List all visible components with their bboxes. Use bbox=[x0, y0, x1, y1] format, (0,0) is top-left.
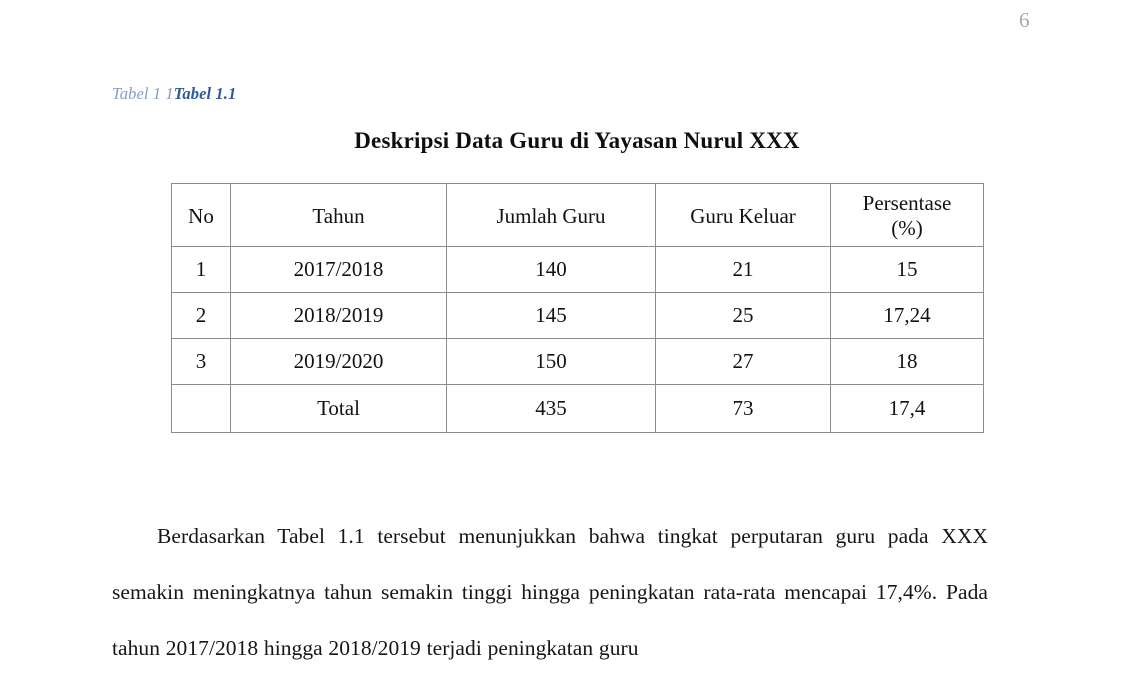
table-caption bbox=[112, 84, 236, 104]
cell-guru-keluar: 21 bbox=[656, 247, 831, 293]
column-header-persentase-line2: (%) bbox=[891, 216, 923, 240]
table-caption-label: Tabel 1.1 bbox=[173, 84, 237, 103]
page-number: 6 bbox=[1019, 8, 1030, 32]
cell-persentase: 17,4 bbox=[831, 385, 984, 433]
column-header-persentase bbox=[831, 184, 984, 247]
cell-no: 3 bbox=[172, 339, 231, 385]
cell-persentase: 15 bbox=[831, 247, 984, 293]
cell-jumlah-guru: 140 bbox=[447, 247, 656, 293]
column-header-persentase-line1: Persentase bbox=[862, 191, 952, 216]
cell-guru-keluar: 27 bbox=[656, 339, 831, 385]
cell-tahun: 2017/2018 bbox=[231, 247, 447, 293]
column-header-tahun: Tahun bbox=[231, 184, 447, 247]
table-total-row bbox=[172, 385, 984, 433]
column-header-guru-keluar: Guru Keluar bbox=[656, 184, 831, 247]
table-row bbox=[172, 247, 984, 293]
column-header-jumlah-guru: Jumlah Guru bbox=[447, 184, 656, 247]
cell-persentase: 18 bbox=[831, 339, 984, 385]
cell-persentase: 17,24 bbox=[831, 293, 984, 339]
cell-jumlah-guru: 145 bbox=[447, 293, 656, 339]
cell-no bbox=[172, 385, 231, 433]
table-header-row bbox=[172, 184, 984, 247]
column-header-no: No bbox=[172, 184, 231, 247]
table-row bbox=[172, 339, 984, 385]
cell-no: 2 bbox=[172, 293, 231, 339]
cell-no: 1 bbox=[172, 247, 231, 293]
cell-guru-keluar: 73 bbox=[656, 385, 831, 433]
cell-guru-keluar: 25 bbox=[656, 293, 831, 339]
table-title: Deskripsi Data Guru di Yayasan Nurul XXX bbox=[354, 128, 800, 153]
body-paragraph: Berdasarkan Tabel 1.1 tersebut menunjukkan bahwa tingkat perputaran guru pada XXX semakin meningkatnya tahun semakin tinggi hingga peningkatan rata-rata mencapai 17,4%. Pada tahun 2017/2018 hingga 2018/2019 terjadi peningkatan guru bbox=[112, 523, 988, 660]
cell-tahun-total: Total bbox=[231, 385, 447, 433]
teacher-data-table bbox=[171, 183, 984, 433]
cell-tahun: 2018/2019 bbox=[231, 293, 447, 339]
table-row bbox=[172, 293, 984, 339]
table-caption-reference: Tabel 1 1 bbox=[112, 84, 174, 103]
cell-jumlah-guru: 150 bbox=[447, 339, 656, 385]
cell-jumlah-guru: 435 bbox=[447, 385, 656, 433]
cell-tahun: 2019/2020 bbox=[231, 339, 447, 385]
